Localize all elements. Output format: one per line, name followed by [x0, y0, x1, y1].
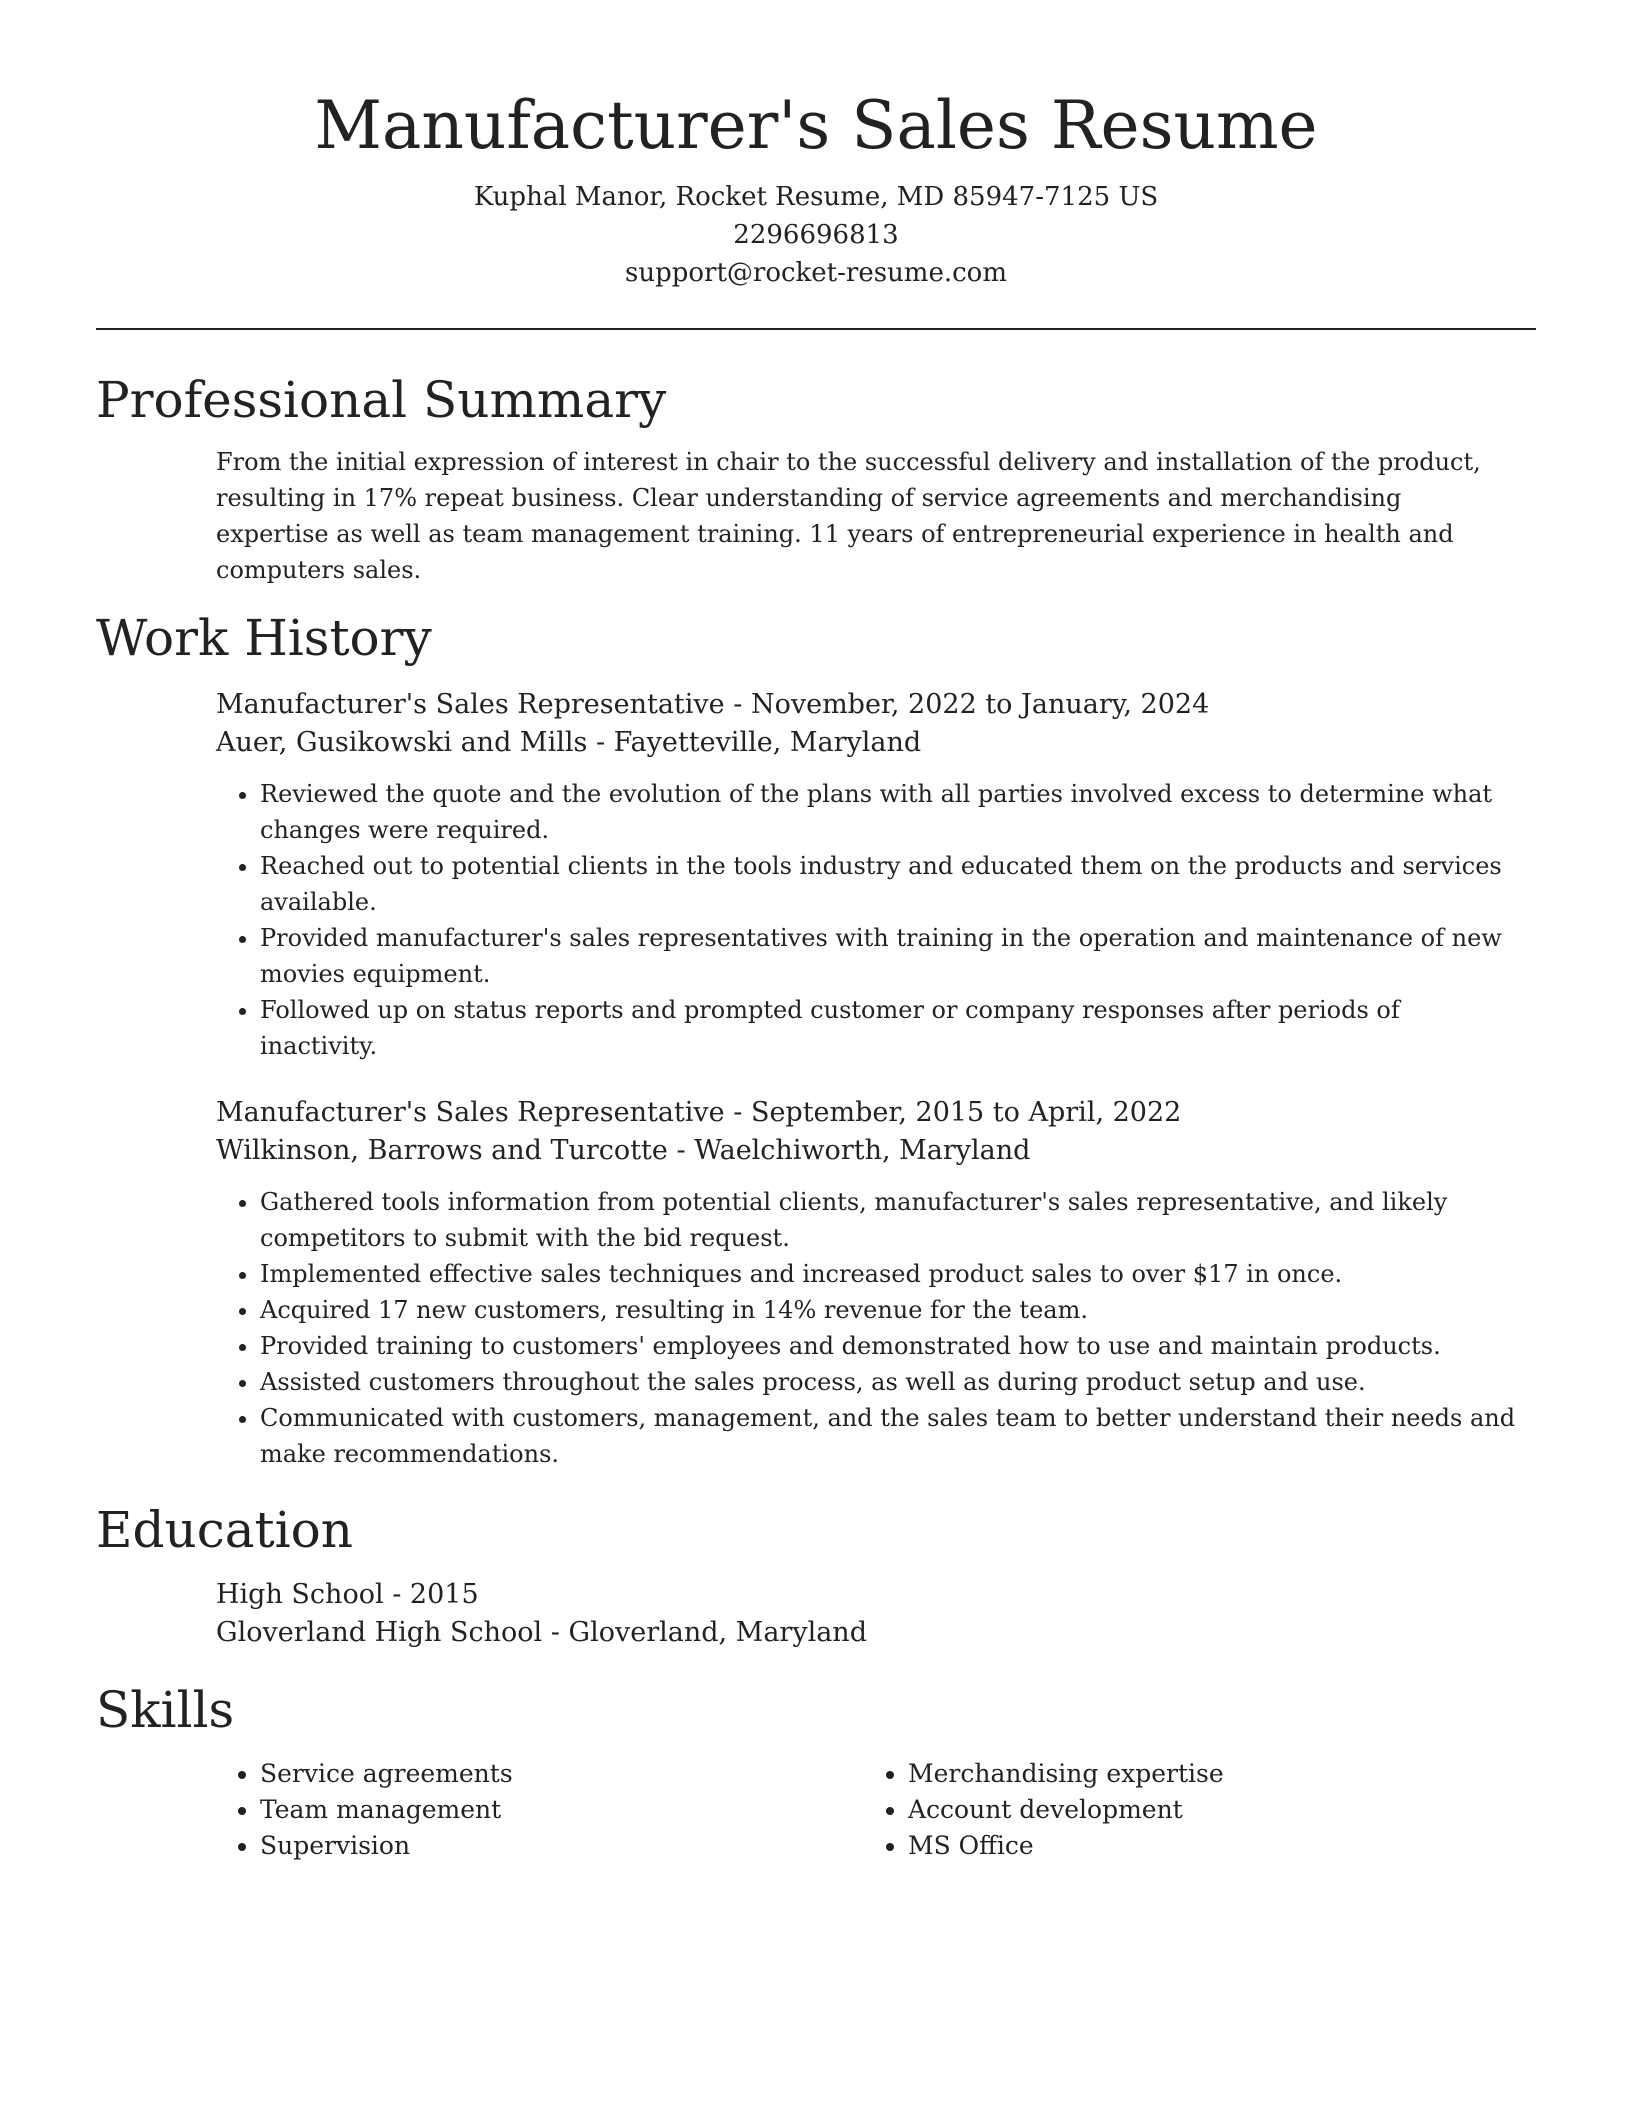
job-bullets: [216, 776, 1516, 1064]
skills-heading: Skills: [96, 1681, 235, 1739]
job-location: Fayetteville, Maryland: [613, 727, 922, 758]
education-section: [96, 1498, 1536, 1652]
education-degree-line: [216, 1576, 1516, 1614]
contact-block: [96, 178, 1536, 292]
separator: -: [733, 689, 751, 720]
list-item: • Reviewed the quote and the evolution of the plans with all parties involved excess to determine what changes were required.: [260, 776, 1516, 848]
work-section: [96, 606, 1536, 1472]
skill-item: • MS Office: [908, 1828, 1512, 1864]
resume-page: [96, 0, 1536, 1864]
job-company: Auer, Gusikowski and Mills: [216, 727, 588, 758]
list-item: • Followed up on status reports and prompted customer or company responses after periods of inactivity.: [260, 992, 1516, 1064]
education-entry: [216, 1576, 1516, 1652]
education-degree: High School: [216, 1579, 384, 1610]
resume-header: [96, 0, 1536, 292]
list-item: • Acquired 17 new customers, resulting in 14% revenue for the team.: [260, 1292, 1516, 1328]
skills-left-column: [216, 1756, 864, 1864]
education-school: Gloverland High School: [216, 1617, 543, 1648]
header-divider: [96, 328, 1536, 330]
job-entry: [216, 686, 1516, 1064]
contact-phone: 2296696813: [733, 220, 899, 250]
separator: -: [392, 1579, 410, 1610]
skill-item: • Team management: [260, 1792, 864, 1828]
list-item: • Reached out to potential clients in the tools industry and educated them on the products and services available.: [260, 848, 1516, 920]
separator: -: [595, 727, 614, 758]
skill-item: • Service agreements: [260, 1756, 864, 1792]
job-company: Wilkinson, Barrows and Turcotte: [216, 1135, 668, 1166]
education-location: Gloverland, Maryland: [568, 1617, 867, 1648]
job-position: Manufacturer's Sales Representative: [216, 689, 725, 720]
list-item: • Assisted customers throughout the sales process, as well as during product setup and use.: [260, 1364, 1516, 1400]
job-location: Waelchiworth, Maryland: [694, 1135, 1031, 1166]
education-year: 2015: [409, 1579, 479, 1610]
skills-right-column: [864, 1756, 1512, 1864]
skill-item: • Supervision: [260, 1828, 864, 1864]
summary-text: From the initial expression of interest in chair to the successful delivery and installation of the product, resulting in 17% repeat business. Clear understanding of service agreements and merchandising expertise as well as team management training. 11 years of entrepreneurial experience in health and computers sales.: [216, 448, 1481, 584]
work-heading: Work History: [96, 609, 432, 667]
list-item: • Provided training to customers' employees and demonstrated how to use and maintain products.: [260, 1328, 1516, 1364]
job-dates: November, 2022 to January, 2024: [750, 689, 1210, 720]
list-item: • Gathered tools information from potential clients, manufacturer's sales representative, and likely competitors to submit with the bid request.: [260, 1184, 1516, 1256]
separator: -: [676, 1135, 695, 1166]
job-company-line: [216, 724, 1516, 762]
list-item: • Implemented effective sales techniques and increased product sales to over $17 in once.: [260, 1256, 1516, 1292]
skill-item: • Merchandising expertise: [908, 1756, 1512, 1792]
contact-address: Kuphal Manor, Rocket Resume, MD 85947-7125 US: [473, 182, 1159, 212]
summary-heading: Professional Summary: [96, 371, 667, 429]
contact-email: support@rocket-resume.com: [624, 258, 1007, 288]
education-heading: Education: [96, 1501, 353, 1559]
skills-section: [96, 1678, 1536, 1864]
job-entry: [216, 1094, 1516, 1472]
job-position: Manufacturer's Sales Representative: [216, 1097, 725, 1128]
job-title-line: [216, 686, 1516, 724]
resume-title: Manufacturer's Sales Resume: [314, 87, 1318, 164]
job-company-line: [216, 1132, 1516, 1170]
skills-grid: [216, 1756, 1516, 1864]
summary-section: [96, 368, 1536, 588]
education-school-line: [216, 1614, 1516, 1652]
job-title-line: [216, 1094, 1516, 1132]
separator: -: [550, 1617, 569, 1648]
list-item: • Communicated with customers, management, and the sales team to better understand their needs and make recommendations.: [260, 1400, 1516, 1472]
skill-item: • Account development: [908, 1792, 1512, 1828]
list-item: • Provided manufacturer's sales representatives with training in the operation and maintenance of new movies equipment.: [260, 920, 1516, 992]
separator: -: [733, 1097, 751, 1128]
job-dates: September, 2015 to April, 2022: [750, 1097, 1182, 1128]
job-bullets: [216, 1184, 1516, 1472]
